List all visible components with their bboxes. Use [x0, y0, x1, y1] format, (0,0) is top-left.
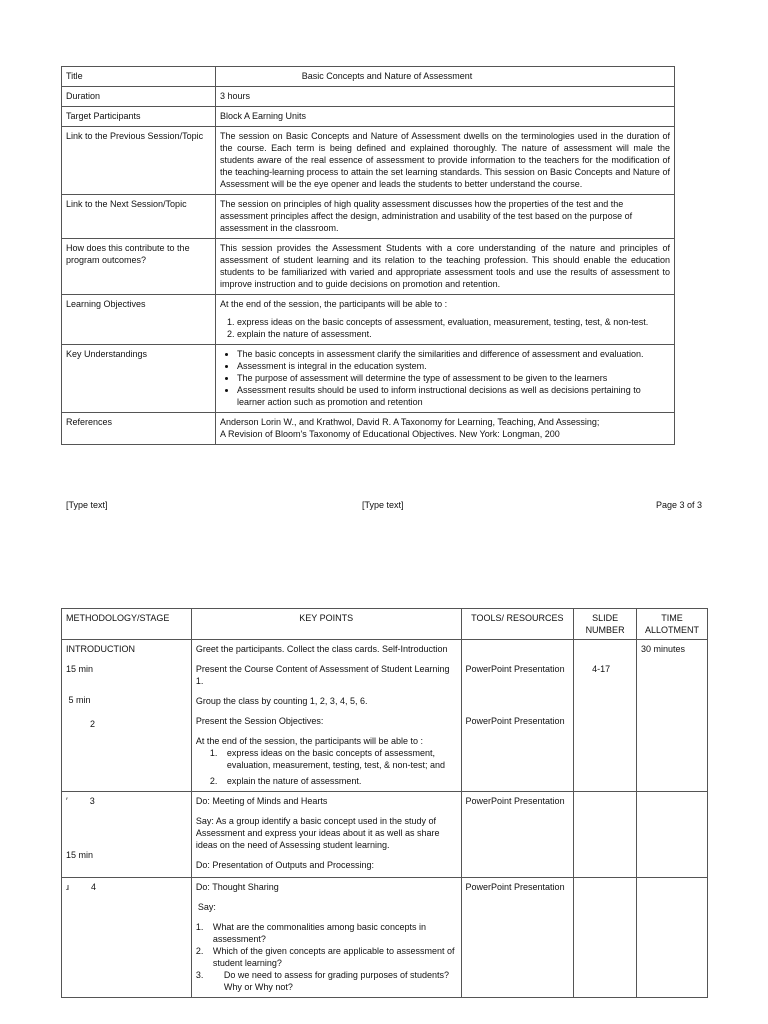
header-key-points: KEY POINTS: [191, 609, 461, 640]
methodology-table: [61, 608, 708, 998]
references-row: [62, 413, 675, 445]
list-item: 2. explain the nature of assessment.: [237, 328, 670, 340]
stage-marker: [66, 795, 187, 807]
duration-label: 5 min: [66, 695, 91, 705]
slide-cell: [574, 878, 637, 998]
question-number: 3.: [195, 970, 204, 980]
stage-cell: [62, 792, 192, 878]
introduction-row: [62, 640, 708, 792]
key-point: Group the class by counting 1, 2, 3, 4, 5, 6.: [195, 696, 368, 706]
tool-label: PowerPoint Presentation: [465, 882, 565, 892]
program-outcomes-row: [62, 239, 675, 295]
key-understandings-row: [62, 345, 675, 413]
key-points-cell: [191, 640, 461, 792]
next-session-label: Link to the Next Session/Topic: [62, 195, 216, 239]
group-number: 2: [90, 719, 96, 729]
question-text: Which of the given concepts are applicable to assessment of student learning?: [212, 946, 455, 968]
methodology-header-row: [62, 609, 708, 640]
page-number: Page 3 of 3: [655, 500, 702, 510]
time-cell: [637, 792, 708, 878]
objective-item: [210, 775, 457, 787]
meeting-of-minds-row: [62, 792, 708, 878]
previous-session-row: [62, 127, 675, 195]
list-item: • Assessment results should be used to inform instructional decisions as well as decisions pertaining to learner action such as promotion and retention: [237, 384, 670, 408]
footer-left: [Type text]: [66, 500, 108, 510]
stage-marker: [66, 881, 187, 893]
duration-value: 3 hours: [216, 87, 675, 107]
question-item: [196, 921, 457, 945]
question-number: 2.: [195, 946, 204, 956]
question-number: 1.: [195, 922, 204, 932]
group-number: 4: [91, 882, 97, 892]
list-item: • The purpose of assessment will determine the type of assessment to be given to the learners: [237, 372, 670, 384]
target-label: Target Participants: [62, 107, 216, 127]
tool-label: PowerPoint Presentation: [465, 716, 565, 726]
key-understandings-cell: [216, 345, 675, 413]
tools-cell: [461, 792, 574, 878]
key-point: Say:: [197, 902, 216, 912]
question-list: [196, 921, 457, 993]
footer-center: [Type text]: [362, 500, 404, 510]
previous-session-text: The session on Basic Concepts and Nature of Assessment dwells on the terminologies used in the duration of the course. Each term is being defined and explained thoroughly. The nature of assessment will male the students aware of the real essence of assessment to provide information to the teachers for the modification of the teaching-learning process to attain the set learning standards. This session on Basic Concepts and Nature of Assessment will be the eye opener and leads the students to better understand the course.: [216, 127, 675, 195]
tools-cell: [461, 640, 574, 792]
duration-label: 15 min: [66, 850, 94, 860]
learning-objectives-cell: [216, 295, 675, 345]
program-outcomes-text: This session provides the Assessment Students with a core understanding of the nature and principles of assessment of student learning and its relation to the teaching profession. This should enable the education students to be familiarized with varied and appropriate assessment tools and use the results of assessment to improve instruction and to guide decisions on promotion and retention.: [216, 239, 675, 295]
question-text: What are the commonalities among basic concepts in assessment?: [212, 922, 426, 944]
time-cell: [637, 640, 708, 792]
key-point: Say: As a group identify a basic concept used in the study of Assessment and express your ideas about it as well as share ideas on the need of Assessing student learning.: [195, 816, 440, 850]
session-plan-table: [61, 66, 675, 445]
slide-number: 4-17: [592, 664, 611, 674]
key-points-cell: [191, 792, 461, 878]
previous-session-label: Link to the Previous Session/Topic: [62, 127, 216, 195]
learning-objectives-row: [62, 295, 675, 345]
key-point: Greet the participants. Collect the class cards. Self-Introduction: [195, 644, 448, 654]
understandings-list: [220, 348, 670, 408]
duration-label: 15 min: [66, 664, 94, 674]
next-session-row: [62, 195, 675, 239]
objective-continuation: evaluation, measurement, testing, test, & non-test; and: [226, 760, 445, 770]
key-point: Present the Session Objectives:: [195, 716, 324, 726]
slide-cell: [574, 792, 637, 878]
slide-cell: [574, 640, 637, 792]
reference-line: A Revision of Bloom's Taxonomy of Educational Objectives. New York: Longman, 200: [220, 429, 560, 439]
time-cell: [637, 878, 708, 998]
reference-line: Anderson Lorin W., and Krathwol, David R. A Taxonomy for Learning, Teaching, And Assessing;: [220, 417, 600, 427]
question-item: [196, 945, 457, 969]
key-understandings-label: Key Understandings: [62, 345, 216, 413]
objective-number: 2.: [209, 776, 218, 786]
list-item: 1. express ideas on the basic concepts of assessment, evaluation, measurement, testing, test, & non-test.: [237, 316, 670, 328]
key-point: Present the Course Content of Assessment of Student Learning 1.: [195, 664, 450, 686]
tools-cell: [461, 878, 574, 998]
list-item: • The basic concepts in assessment clarify the similarities and difference of assessment and evaluation.: [237, 348, 670, 360]
key-point: At the end of the session, the participants will be able to :: [195, 736, 423, 746]
learning-objectives-label: Learning Objectives: [62, 295, 216, 345]
duration-row: [62, 87, 675, 107]
stage-label: INTRODUCTION: [66, 644, 135, 654]
objectives-list: [220, 316, 670, 340]
header-time-allotment: TIME ALLOTMENT: [637, 609, 708, 640]
question-text: Do we need to assess for grading purposes of students? Why or Why not?: [223, 970, 449, 992]
session-objectives: [196, 747, 457, 787]
key-point: Do: Presentation of Outputs and Processing:: [195, 860, 374, 870]
tool-label: PowerPoint Presentation: [465, 664, 565, 674]
references-cell: [216, 413, 675, 445]
target-value: Block A Earning Units: [216, 107, 675, 127]
stage-cell: [62, 640, 192, 792]
stage-cell: [62, 878, 192, 998]
question-item: [196, 969, 457, 993]
header-stage: METHODOLOGY/STAGE: [62, 609, 192, 640]
header-tools: TOOLS/ RESOURCES: [461, 609, 574, 640]
program-outcomes-label: How does this contribute to the program outcomes?: [62, 239, 216, 295]
stage-mark: ɹ: [66, 882, 69, 892]
objective-item: [210, 747, 457, 759]
references-label: References: [62, 413, 216, 445]
objective-number: 1.: [209, 748, 218, 758]
key-points-cell: [191, 878, 461, 998]
objectives-intro: At the end of the session, the participants will be able to :: [220, 299, 448, 309]
key-point: Do: Thought Sharing: [195, 882, 279, 892]
group-number: 3: [89, 796, 95, 806]
title-row: [62, 67, 675, 87]
thought-sharing-row: [62, 878, 708, 998]
target-row: [62, 107, 675, 127]
header-slide-number: SLIDE NUMBER: [574, 609, 637, 640]
objective-text: explain the nature of assessment.: [226, 776, 362, 786]
title-label: Title: [62, 67, 216, 87]
objective-text: express ideas on the basic concepts of assessment,: [226, 748, 435, 758]
session-title: Basic Concepts and Nature of Assessment: [216, 67, 675, 87]
next-session-text: The session on principles of high quality assessment discusses how the properties of the test and the assessment principles affect the design, administration and usability of the test based on the purpose of assessment in the classroom.: [216, 195, 675, 239]
time-allotment: 30 minutes: [641, 644, 686, 654]
tool-label: PowerPoint Presentation: [465, 796, 565, 806]
duration-label: Duration: [62, 87, 216, 107]
list-item: • Assessment is integral in the education system.: [237, 360, 670, 372]
stage-mark: ′: [66, 796, 68, 806]
key-point: Do: Meeting of Minds and Hearts: [195, 796, 328, 806]
